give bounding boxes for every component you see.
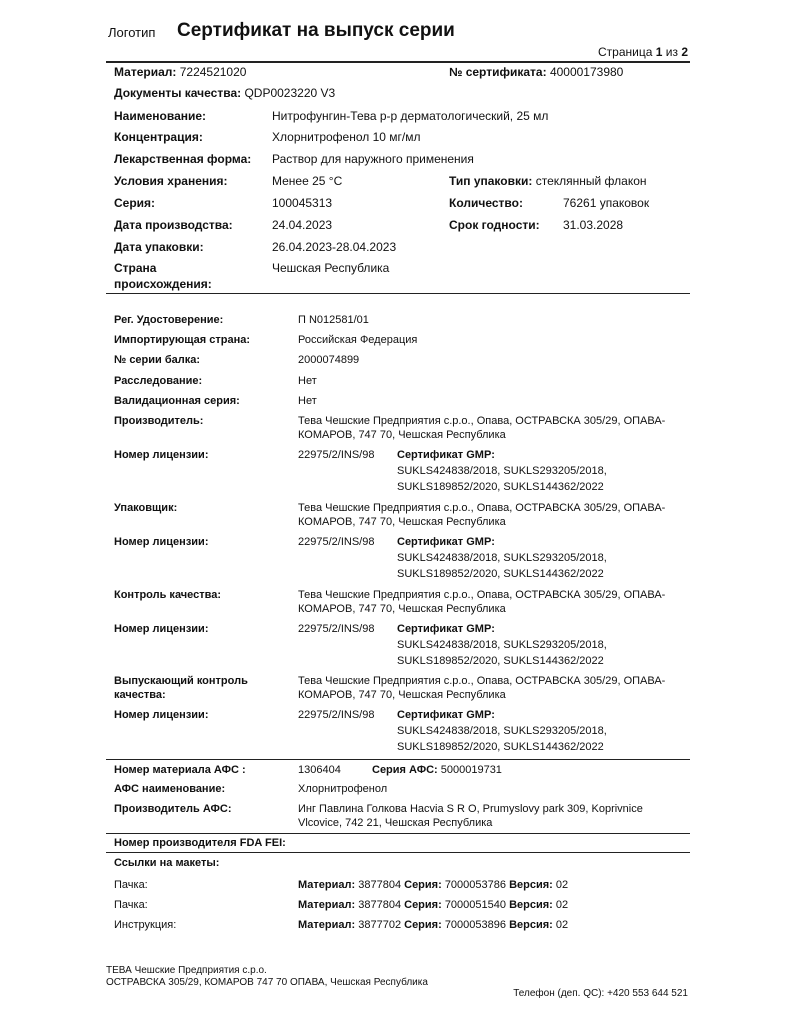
layout-series-label: Серия: — [404, 879, 442, 891]
api-manufacturer-line2: Vlcovice, 742 21, Чешская Республика — [298, 817, 493, 829]
bulk-value: 2000074899 — [298, 354, 360, 366]
validation-value: Нет — [298, 395, 317, 407]
fda-divider — [106, 852, 690, 853]
license-label: Номер лицензии: — [114, 536, 209, 548]
api-name-label: АФС наименование: — [114, 783, 226, 795]
top-divider — [106, 293, 690, 294]
layout-version-label: Версия: — [509, 899, 553, 911]
certificate-value: 40000173980 — [549, 65, 624, 79]
details-divider — [106, 759, 690, 760]
storage-value: Менее 25 °C — [272, 174, 343, 188]
api-material-value: 1306404 — [298, 764, 341, 776]
manufacturer-line2: КОМАРОВ, 747 70, Чешская Республика — [298, 429, 506, 441]
header-divider — [106, 61, 690, 63]
api-name-value: Хлорнитрофенол — [298, 783, 388, 795]
layout-name: Пачка: — [114, 879, 148, 891]
layout-material-value: 3877804 — [358, 899, 402, 911]
manufacturer-label: Производитель: — [114, 415, 204, 427]
quality-docs-row — [114, 86, 335, 100]
layout-version-value: 02 — [555, 919, 569, 931]
pack-type-value: стеклянный флакон — [535, 174, 647, 188]
qc-line2: КОМАРОВ, 747 70, Чешская Республика — [298, 603, 506, 615]
layout-name: Инструкция: — [114, 919, 177, 931]
layout-material-value: 3877804 — [358, 879, 402, 891]
quantity-label: Количество: — [449, 196, 523, 210]
layout-version-value: 02 — [555, 899, 569, 911]
release-label-line2: качества: — [114, 689, 166, 701]
storage-label: Условия хранения: — [114, 174, 228, 188]
series-label: Серия: — [114, 196, 156, 210]
bulk-label: № серии балка: — [114, 354, 201, 366]
series-value: 100045313 — [272, 196, 333, 210]
fda-label: Номер производителя FDA FEI: — [114, 837, 286, 849]
name-label: Наименование: — [114, 109, 207, 123]
license-value: 22975/2/INS/98 — [298, 623, 375, 635]
release-line1: Тева Чешские Предприятия с.р.о., Опава, ОСТРАВСКА 305/29, ОПАВА- — [298, 675, 666, 687]
gmp-label: Сертификат GMP: — [397, 449, 495, 461]
footer-address: ОСТРАВСКА 305/29, КОМАРОВ 747 70 ОПАВА, Чешская Республика — [106, 977, 428, 988]
api-series-label: Серия АФС: — [372, 764, 438, 776]
production-date-value: 24.04.2023 — [272, 218, 333, 232]
pack-date-value: 26.04.2023-28.04.2023 — [272, 240, 397, 254]
gmp-line2: SUKLS189852/2020, SUKLS144362/2022 — [397, 568, 604, 580]
concentration-value: Хлорнитрофенол 10 мг/мл — [272, 130, 421, 144]
layout-details — [298, 919, 568, 931]
api-series-value: 5000019731 — [440, 764, 502, 776]
api-divider — [106, 833, 690, 834]
layout-version-label: Версия: — [509, 919, 553, 931]
layout-series-value: 7000051540 — [444, 899, 506, 911]
document-title: Сертификат на выпуск серии — [177, 20, 455, 41]
license-value: 22975/2/INS/98 — [298, 709, 375, 721]
concentration-label: Концентрация: — [114, 130, 203, 144]
import-value: Российская Федерация — [298, 334, 418, 346]
api-manufacturer-label: Производитель АФС: — [114, 803, 232, 815]
api-material-label: Номер материала АФС : — [114, 764, 246, 776]
production-date-label: Дата производства: — [114, 218, 233, 232]
api-manufacturer-line1: Инг Павлина Голкова Hacvia S R O, Prumyslovy park 309, Koprivnice — [298, 803, 643, 815]
page-current: 1 — [655, 45, 663, 59]
name-value: Нитрофунгин-Тева р-р дерматологический, 25 мл — [272, 109, 549, 123]
packer-label: Упаковщик: — [114, 502, 178, 514]
logo-label: Логотип — [108, 25, 156, 40]
footer-company: ТЕВА Чешские Предприятия с.р.о. — [106, 965, 267, 976]
pack-type-row — [449, 174, 647, 188]
page-of: из — [665, 45, 678, 59]
country-label-line1: Страна — [114, 261, 157, 275]
import-label: Импортирующая страна: — [114, 334, 250, 346]
gmp-line1: SUKLS424838/2018, SUKLS293205/2018, — [397, 725, 607, 737]
layout-details — [298, 879, 568, 891]
release-label-line1: Выпускающий контроль — [114, 675, 248, 687]
gmp-label: Сертификат GMP: — [397, 709, 495, 721]
gmp-line2: SUKLS189852/2020, SUKLS144362/2022 — [397, 741, 604, 753]
layout-series-value: 7000053786 — [444, 879, 506, 891]
layouts-title: Ссылки на макеты: — [114, 857, 220, 869]
form-value: Раствор для наружного применения — [272, 152, 474, 166]
gmp-line1: SUKLS424838/2018, SUKLS293205/2018, — [397, 465, 607, 477]
country-label-line2: происхождения: — [114, 277, 212, 291]
layout-material-label: Материал: — [298, 919, 356, 931]
gmp-label: Сертификат GMP: — [397, 623, 495, 635]
reg-label: Рег. Удостоверение: — [114, 314, 224, 326]
form-label: Лекарственная форма: — [114, 152, 252, 166]
investigation-label: Расследование: — [114, 375, 203, 387]
qc-label: Контроль качества: — [114, 589, 222, 601]
layout-details — [298, 899, 568, 911]
packer-line1: Тева Чешские Предприятия с.р.о., Опава, ОСТРАВСКА 305/29, ОПАВА- — [298, 502, 666, 514]
layout-material-label: Материал: — [298, 879, 356, 891]
layout-version-value: 02 — [555, 879, 569, 891]
layout-series-label: Серия: — [404, 899, 442, 911]
material-value: 7224521020 — [179, 65, 247, 79]
license-label: Номер лицензии: — [114, 449, 209, 461]
packer-line2: КОМАРОВ, 747 70, Чешская Республика — [298, 516, 506, 528]
layout-material-label: Материал: — [298, 899, 356, 911]
gmp-line2: SUKLS189852/2020, SUKLS144362/2022 — [397, 655, 604, 667]
expiry-label: Срок годности: — [449, 218, 540, 232]
gmp-line2: SUKLS189852/2020, SUKLS144362/2022 — [397, 481, 604, 493]
country-value: Чешская Республика — [272, 261, 390, 275]
license-label: Номер лицензии: — [114, 623, 209, 635]
api-series-row — [372, 764, 502, 776]
expiry-value: 31.03.2028 — [563, 218, 624, 232]
pack-date-label: Дата упаковки: — [114, 240, 204, 254]
page-prefix: Страница — [597, 45, 653, 59]
layout-name: Пачка: — [114, 899, 148, 911]
manufacturer-line1: Тева Чешские Предприятия с.р.о., Опава, ОСТРАВСКА 305/29, ОПАВА- — [298, 415, 666, 427]
footer-phone: Телефон (деп. QC): +420 553 644 521 — [513, 988, 688, 999]
layout-series-value: 7000053896 — [444, 919, 506, 931]
release-line2: КОМАРОВ, 747 70, Чешская Республика — [298, 689, 506, 701]
page-indicator — [598, 45, 688, 59]
qc-line1: Тева Чешские Предприятия с.р.о., Опава, ОСТРАВСКА 305/29, ОПАВА- — [298, 589, 666, 601]
layout-version-label: Версия: — [509, 879, 553, 891]
quantity-value: 76261 упаковок — [563, 196, 650, 210]
license-value: 22975/2/INS/98 — [298, 449, 375, 461]
license-label: Номер лицензии: — [114, 709, 209, 721]
gmp-line1: SUKLS424838/2018, SUKLS293205/2018, — [397, 552, 607, 564]
page-total: 2 — [681, 45, 688, 59]
material-label: Материал: — [114, 65, 177, 79]
gmp-label: Сертификат GMP: — [397, 536, 495, 548]
certificate-row — [449, 65, 623, 79]
quality-docs-label: Документы качества: — [114, 86, 242, 100]
material-row — [114, 65, 246, 79]
layout-material-value: 3877702 — [358, 919, 402, 931]
license-value: 22975/2/INS/98 — [298, 536, 375, 548]
validation-label: Валидационная серия: — [114, 395, 240, 407]
investigation-value: Нет — [298, 375, 317, 387]
pack-type-label: Тип упаковки: — [449, 174, 533, 188]
certificate-label: № сертификата: — [449, 65, 547, 79]
layout-series-label: Серия: — [404, 919, 442, 931]
quality-docs-value: QDP0023220 V3 — [244, 86, 336, 100]
gmp-line1: SUKLS424838/2018, SUKLS293205/2018, — [397, 639, 607, 651]
reg-value: П N012581/01 — [298, 314, 369, 326]
